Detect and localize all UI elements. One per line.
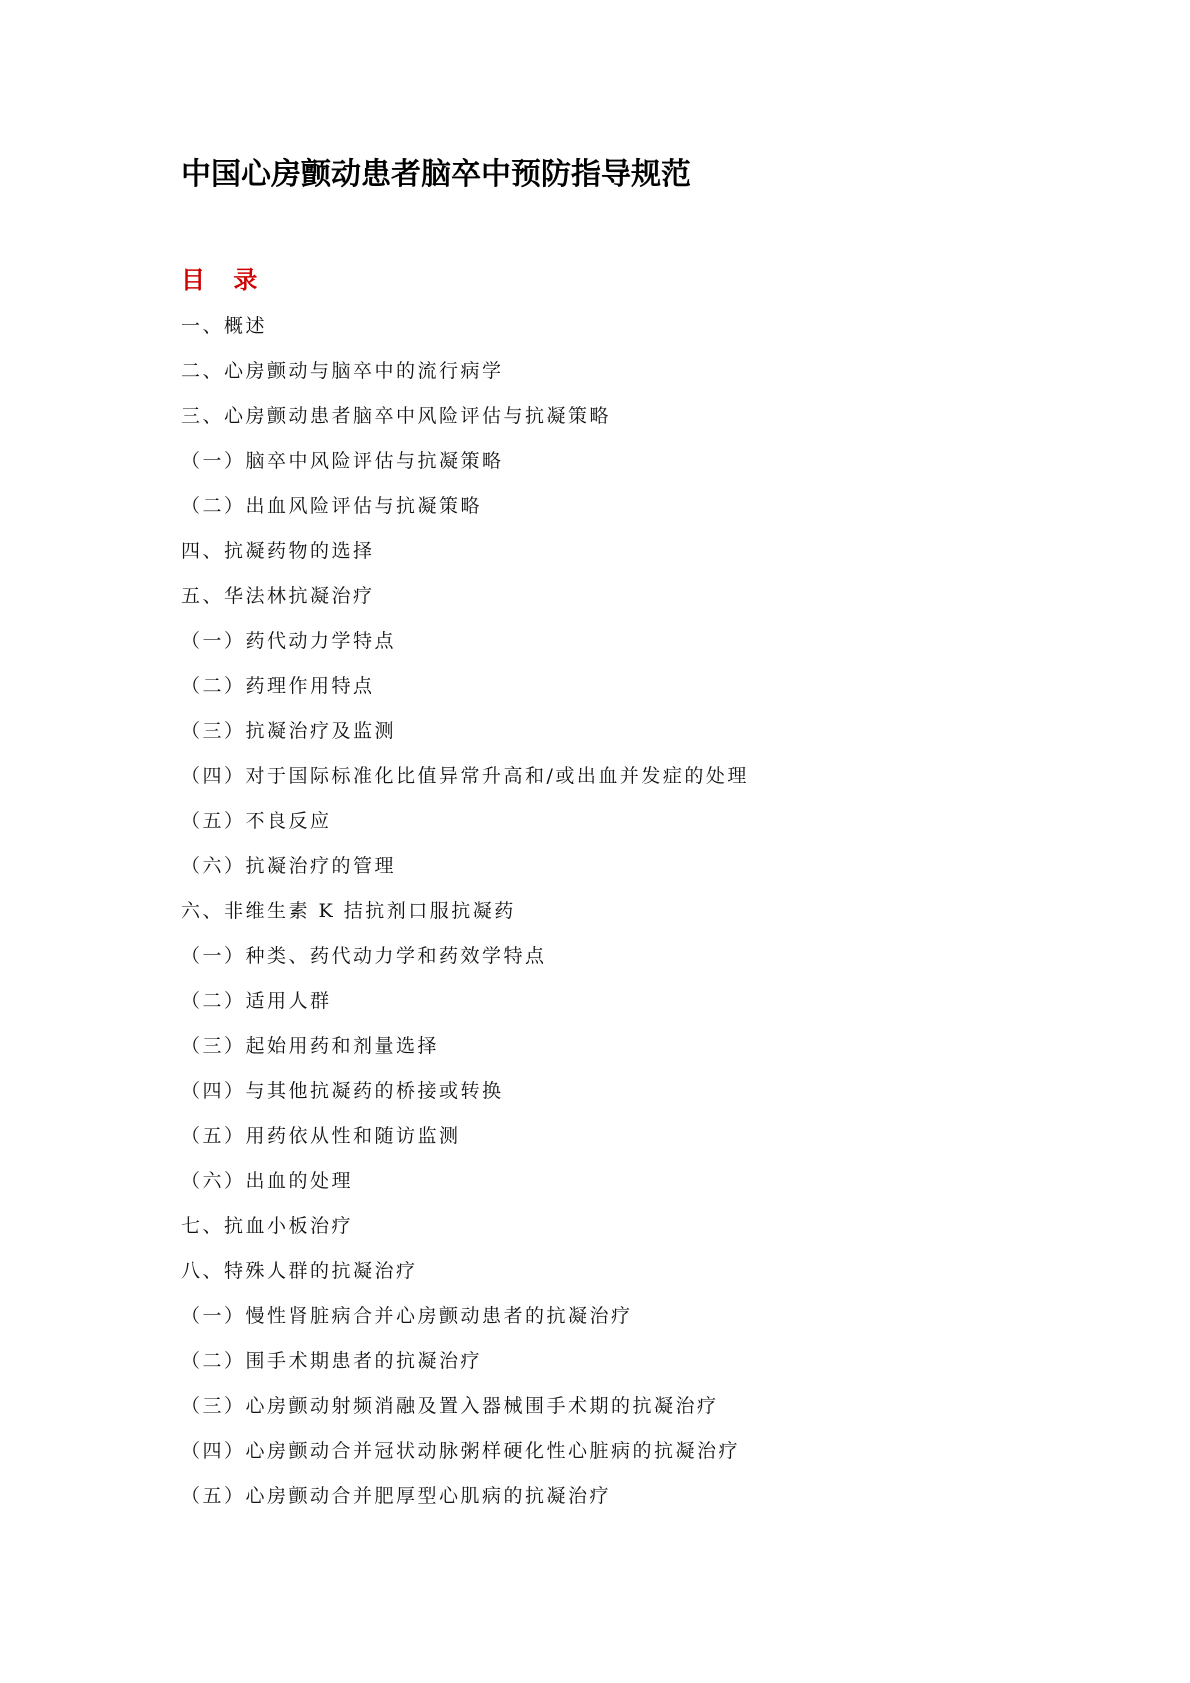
toc-item[interactable]: （二）药理作用特点 [181, 675, 375, 697]
toc-item[interactable]: （一）种类、药代动力学和药效学特点 [181, 945, 547, 967]
toc-item[interactable]: 七、抗血小板治疗 [181, 1215, 354, 1237]
toc-item[interactable]: （六）抗凝治疗的管理 [181, 855, 397, 877]
toc-item[interactable]: （一）脑卒中风险评估与抗凝策略 [181, 450, 504, 472]
toc-heading: 目 录 [181, 265, 268, 294]
toc-item[interactable]: 五、华法林抗凝治疗 [181, 585, 375, 607]
toc-item[interactable]: 一、概述 [181, 315, 268, 337]
toc-item[interactable]: （六）出血的处理 [181, 1170, 354, 1192]
document-title: 中国心房颤动患者脑卒中预防指导规范 [181, 157, 691, 192]
toc-item[interactable]: （五）不良反应 [181, 810, 332, 832]
toc-item[interactable]: （三）起始用药和剂量选择 [181, 1035, 440, 1057]
toc-item[interactable]: （一）药代动力学特点 [181, 630, 397, 652]
toc-item[interactable]: （四）与其他抗凝药的桥接或转换 [181, 1080, 504, 1102]
toc-item[interactable]: （三）抗凝治疗及监测 [181, 720, 397, 742]
toc-item[interactable]: （三）心房颤动射频消融及置入器械围手术期的抗凝治疗 [181, 1395, 719, 1417]
toc-item[interactable]: （五）用药依从性和随访监测 [181, 1125, 461, 1147]
toc-item[interactable]: 二、心房颤动与脑卒中的流行病学 [181, 360, 504, 382]
toc-item[interactable]: （一）慢性肾脏病合并心房颤动患者的抗凝治疗 [181, 1305, 633, 1327]
toc-item[interactable]: （五）心房颤动合并肥厚型心肌病的抗凝治疗 [181, 1485, 612, 1507]
toc-item[interactable]: （二）出血风险评估与抗凝策略 [181, 495, 483, 517]
toc-item[interactable]: 六、非维生素 K 拮抗剂口服抗凝药 [181, 900, 516, 922]
toc-item[interactable]: 三、心房颤动患者脑卒中风险评估与抗凝策略 [181, 405, 612, 427]
toc-item[interactable]: （四）心房颤动合并冠状动脉粥样硬化性心脏病的抗凝治疗 [181, 1440, 741, 1462]
toc-item[interactable]: （四）对于国际标准化比值异常升高和/或出血并发症的处理 [181, 765, 749, 787]
toc-item[interactable]: （二）围手术期患者的抗凝治疗 [181, 1350, 483, 1372]
toc-item[interactable]: （二）适用人群 [181, 990, 332, 1012]
toc-item[interactable]: 八、特殊人群的抗凝治疗 [181, 1260, 418, 1282]
table-of-contents [181, 310, 749, 1525]
toc-item[interactable]: 四、抗凝药物的选择 [181, 540, 375, 562]
